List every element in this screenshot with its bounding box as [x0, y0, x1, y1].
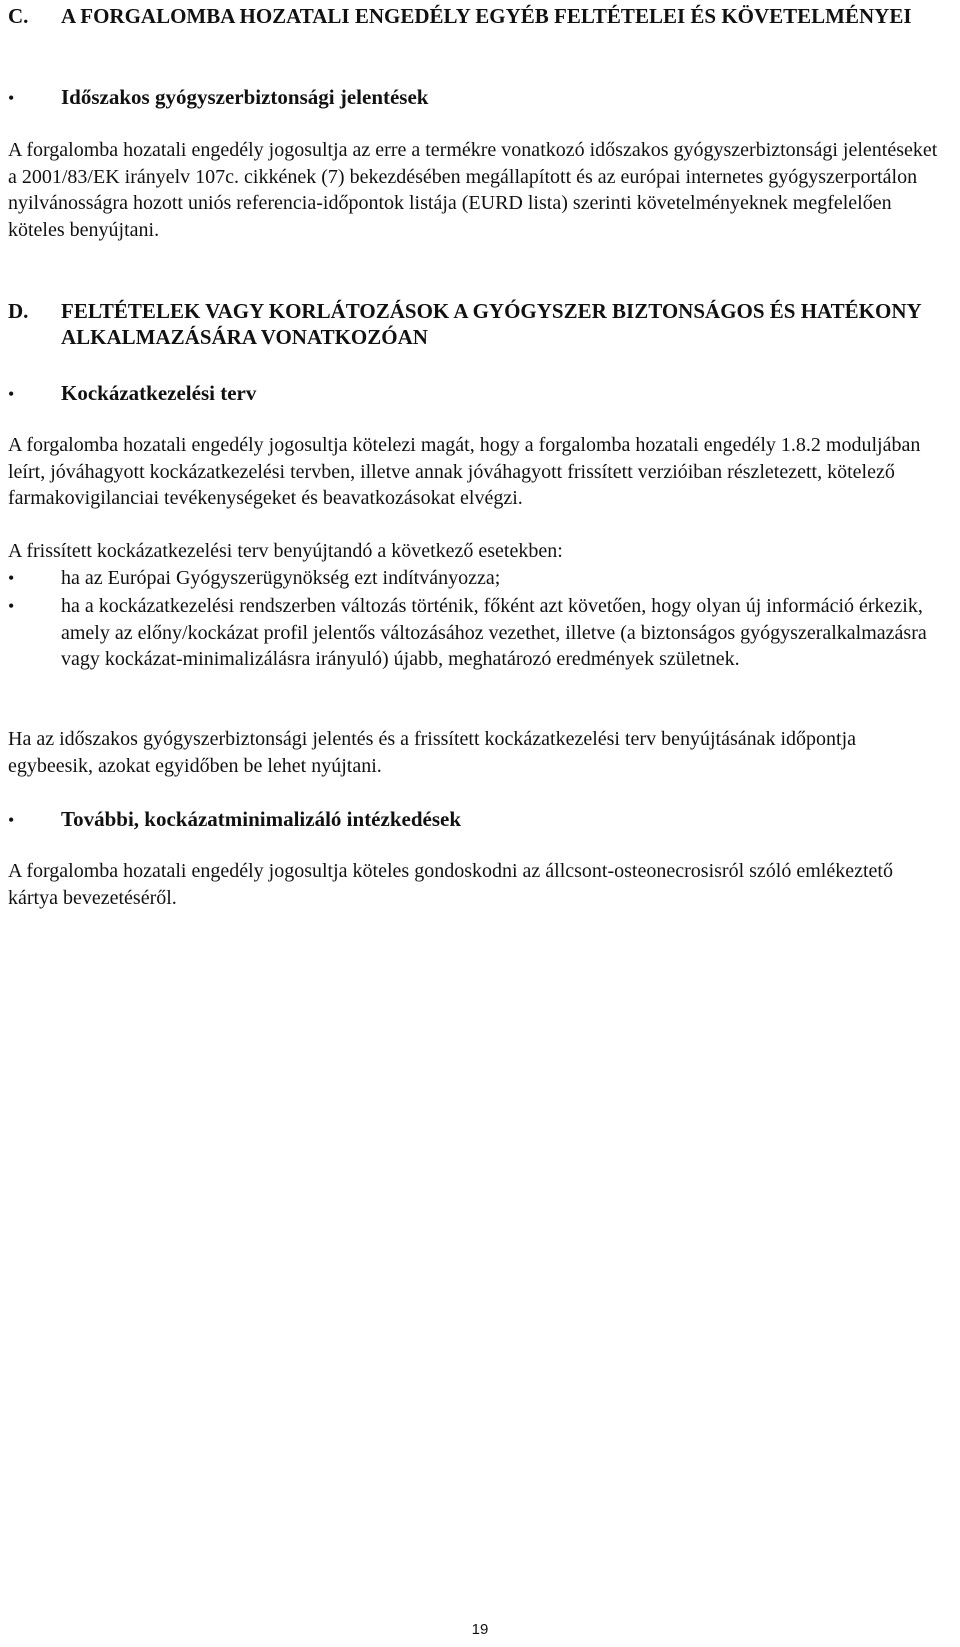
subheading-text: További, kockázatminimalizáló intézkedések	[61, 807, 461, 831]
subheading-rmp	[8, 380, 938, 407]
section-title: A FORGALOMBA HOZATALI ENGEDÉLY EGYÉB FELTÉTELEI ÉS KÖVETELMÉNYEI	[61, 4, 912, 28]
list-item-text: ha az Európai Gyógyszerügynökség ezt indítványozza;	[61, 567, 501, 589]
list-item-text: ha a kockázatkezelési rendszerben változás történik, főként azt követően, hogy olyan új információ érkezik, amely az előny/kockázat profil jelentős változásához vezethet, illetve (a biztonságos gyógyszeralkalmazásra vagy kockázat-minimalizálásra irányuló) újabb, meghatározó eredmények születnek.	[61, 595, 927, 670]
paragraph-psur: A forgalomba hozatali engedély jogosultja az erre a termékre vonatkozó időszakos gyógyszerbiztonsági jelentéseket a 2001/83/EK irányelv 107c. cikkének (7) bekezdésében megállapított és az európai internetes gyógyszerportálon nyilvánosságra hozott uniós referencia-időpontok listája (EURD lista) szerinti követelményeknek megfelelően köteles benyújtani.	[8, 139, 938, 241]
section-c-heading	[8, 3, 938, 29]
bullet-icon: •	[8, 568, 15, 588]
page-number: 19	[471, 1621, 489, 1638]
subheading-text: Kockázatkezelési terv	[61, 381, 257, 405]
paragraph-rmp-update: A frissített kockázatkezelési terv benyújtandó a következő esetekben:	[8, 540, 563, 562]
section-letter: D.	[8, 299, 29, 323]
bullet-icon: •	[8, 596, 15, 616]
subheading-psur	[8, 84, 938, 111]
paragraph-coinciding: Ha az időszakos gyógyszerbiztonsági jelentés és a frissített kockázatkezelési terv benyújtásának időpontja egybeesik, azokat egyidőben be lehet nyújtani.	[8, 728, 857, 777]
subheading-rmm	[8, 806, 938, 833]
subheading-text: Időszakos gyógyszerbiztonsági jelentések	[61, 85, 429, 109]
section-d-heading	[8, 298, 938, 350]
bullet-icon: •	[8, 810, 15, 830]
paragraph-reminder-card: A forgalomba hozatali engedély jogosultja köteles gondoskodni az állcsont-osteonecrosisról szóló emlékeztető kártya bevezetéséről.	[8, 860, 893, 909]
section-letter: C.	[8, 4, 29, 28]
list-item	[8, 565, 938, 592]
list-item	[8, 593, 938, 673]
bullet-icon: •	[8, 384, 15, 404]
paragraph-rmp: A forgalomba hozatali engedély jogosultja kötelezi magát, hogy a forgalomba hozatali engedély 1.8.2 moduljában leírt, jóváhagyott kockázatkezelési tervben, illetve annak jóváhagyott frissített verzióiban részletezett, kötelező farmakovigilanciai tevékenységeket és beavatkozásokat elvégzi.	[8, 434, 921, 509]
section-title: FELTÉTELEK VAGY KORLÁTOZÁSOK A GYÓGYSZER BIZTONSÁGOS ÉS HATÉKONY ALKALMAZÁSÁRA VONATKOZÓAN	[61, 299, 921, 349]
bullet-icon: •	[8, 88, 15, 108]
